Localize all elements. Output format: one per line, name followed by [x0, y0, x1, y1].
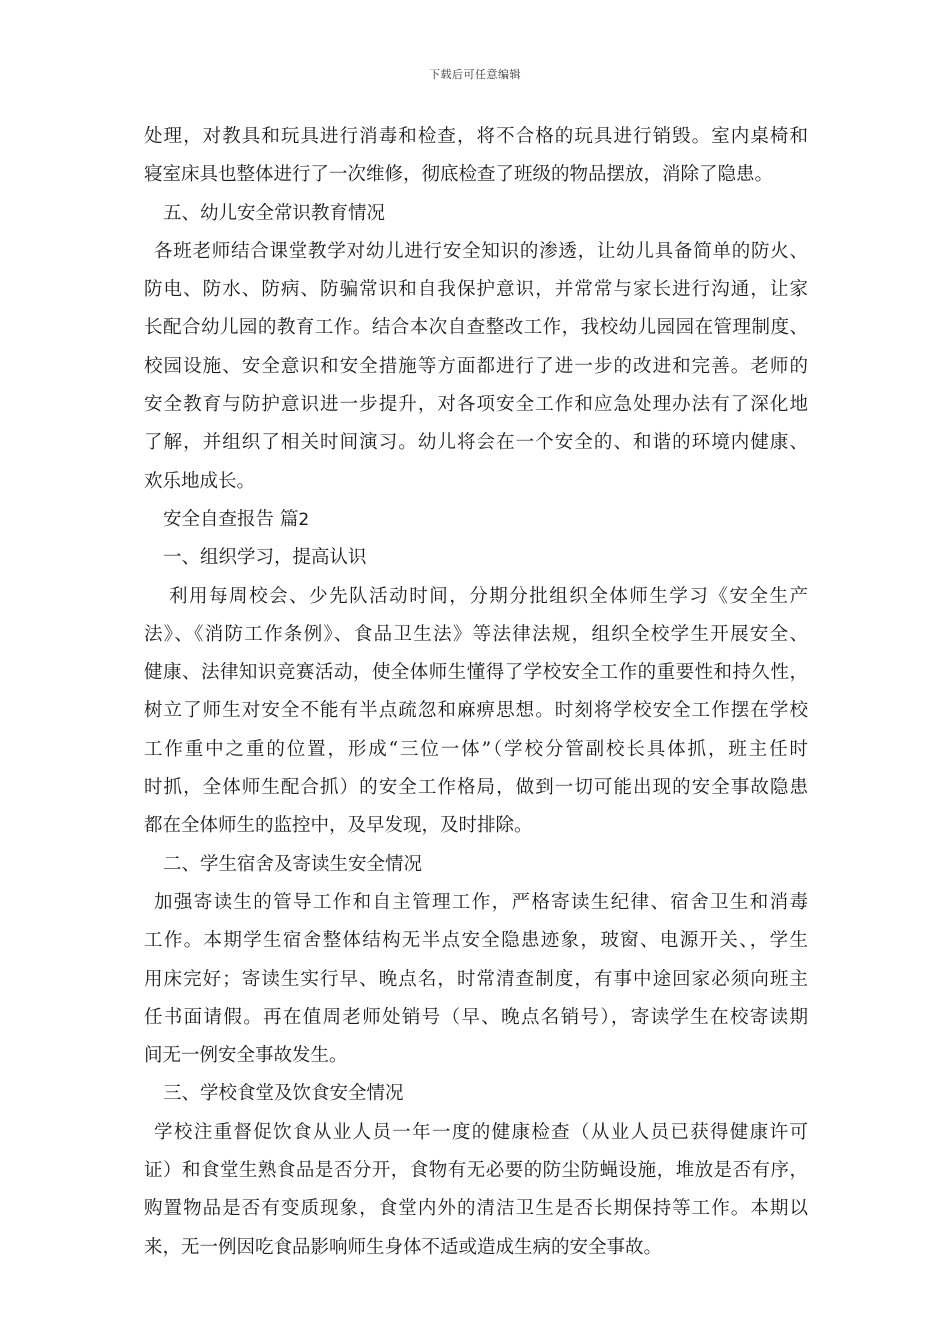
text-line	[144, 156, 808, 194]
text-line-content: 五、幼儿安全常识教育情况	[163, 202, 386, 224]
text-line	[144, 807, 808, 845]
text-line	[144, 578, 808, 616]
text-line	[144, 1114, 808, 1152]
text-line	[144, 1190, 808, 1228]
text-line	[144, 846, 808, 884]
text-line-content: 学校注重督促饮食从业人员一年一度的健康检查（从业人员已获得健康许可	[154, 1121, 808, 1143]
document-body	[144, 118, 808, 1267]
text-line	[144, 233, 808, 271]
text-line-content: 来，无一例因吃食品影响师生身体不适或造成生病的安全事故。	[144, 1236, 663, 1258]
text-line-content: 树立了师生对安全不能有半点疏忽和麻痹思想。时刻将学校安全工作摆在学校	[144, 700, 808, 722]
text-line-suffix: 2	[298, 509, 310, 530]
text-line-content: 购置物品是否有变质现象，食堂内外的清洁卫生是否长期保持等工作。本期以	[144, 1198, 808, 1220]
text-line	[144, 922, 808, 960]
text-line-content: 各班老师结合课堂教学对幼儿进行安全知识的渗透，让幼儿具备简单的防火、	[154, 240, 808, 262]
text-line	[144, 195, 808, 233]
page-header	[0, 66, 950, 82]
text-line-content: 了解，并组织了相关时间演习。幼儿将会在一个安全的、和谐的环境内健康、	[144, 432, 808, 454]
text-line	[144, 1229, 808, 1267]
text-line-content: 间无一例安全事故发生。	[144, 1045, 348, 1067]
text-line-content: 三、学校食堂及饮食安全情况	[163, 1083, 404, 1105]
text-line-content: 防电、防水、防病、防骗常识和自我保护意识，并常常与家长进行沟通，让家	[144, 279, 808, 301]
text-line	[144, 769, 808, 807]
text-line	[144, 309, 808, 347]
text-line-content: 欢乐地成长。	[144, 470, 256, 492]
text-line	[144, 539, 808, 577]
text-line	[144, 654, 808, 692]
text-line	[144, 348, 808, 386]
text-line-content: 法》、《消防工作条例》、食品卫生法》等法律法规，组织全校学生开展安全、	[144, 623, 808, 645]
text-line	[144, 424, 808, 462]
text-line-content: 任书面请假。再在值周老师处销号（早、晚点名销号），寄读学生在校寄读期	[144, 1006, 808, 1028]
header-text: 下载后可任意编辑	[429, 68, 521, 81]
text-line-content: 安全自查报告 篇	[163, 508, 299, 530]
text-line-content: 校园设施、安全意识和安全措施等方面都进行了进一步的改进和完善。老师的	[144, 355, 808, 377]
text-line	[144, 1152, 808, 1190]
text-line	[144, 884, 808, 922]
text-line	[144, 692, 808, 730]
text-line-content: 都在全体师生的监控中，及早发现，及时排除。	[144, 815, 533, 837]
text-line	[144, 1075, 808, 1113]
text-line	[144, 271, 808, 309]
text-line	[144, 463, 808, 501]
text-line-content: 健康、法律知识竞赛活动，使全体师生懂得了学校安全工作的重要性和持久性，	[144, 662, 808, 684]
text-line-content: 长配合幼儿园的教育工作。结合本次自查整改工作，我校幼儿园园在管理制度、	[144, 317, 808, 339]
text-line-content: 加强寄读生的管导工作和自主管理工作，严格寄读生纪律、宿舍卫生和消毒	[154, 891, 808, 913]
text-line-content: 时抓，全体师生配合抓）的安全工作格局，做到一切可能出现的安全事故隐患	[144, 777, 808, 799]
text-line-content: 寝室床具也整体进行了一次维修，彻底检查了班级的物品摆放，消除了隐患。	[144, 164, 774, 186]
text-line	[144, 501, 808, 539]
text-line-content: 处理，对教具和玩具进行消毒和检查，将不合格的玩具进行销毁。室内桌椅和	[144, 126, 808, 147]
text-line	[144, 118, 808, 156]
text-line-content: 证）和食堂生熟食品是否分开，食物有无必要的防尘防蝇设施，堆放是否有序，	[144, 1160, 808, 1182]
text-line-content: 安全教育与防护意识进一步提升，对各项安全工作和应急处理办法有了深化地	[144, 394, 808, 416]
text-line-content: 一、组织学习，提高认识	[163, 547, 367, 569]
text-line-content: 二、学生宿舍及寄读生安全情况	[163, 853, 423, 875]
text-line-content: 利用每周校会、少先队活动时间，分期分批组织全体师生学习《安全生产	[169, 585, 808, 607]
text-line-content: 工作重中之重的位置，形成“三位一体”（学校分管副校长具体抓，班主任时	[144, 738, 808, 760]
text-line	[144, 731, 808, 769]
text-line	[144, 386, 808, 424]
text-line	[144, 961, 808, 999]
text-line	[144, 616, 808, 654]
text-line-content: 用床完好；寄读生实行早、晚点名，时常清查制度，有事中途回家必须向班主	[144, 968, 808, 990]
text-line	[144, 999, 808, 1037]
text-line-content: 工作。本期学生宿舍整体结构无半点安全隐患迹象，玻窗、电源开关、，学生	[144, 930, 808, 952]
text-line	[144, 1037, 808, 1075]
